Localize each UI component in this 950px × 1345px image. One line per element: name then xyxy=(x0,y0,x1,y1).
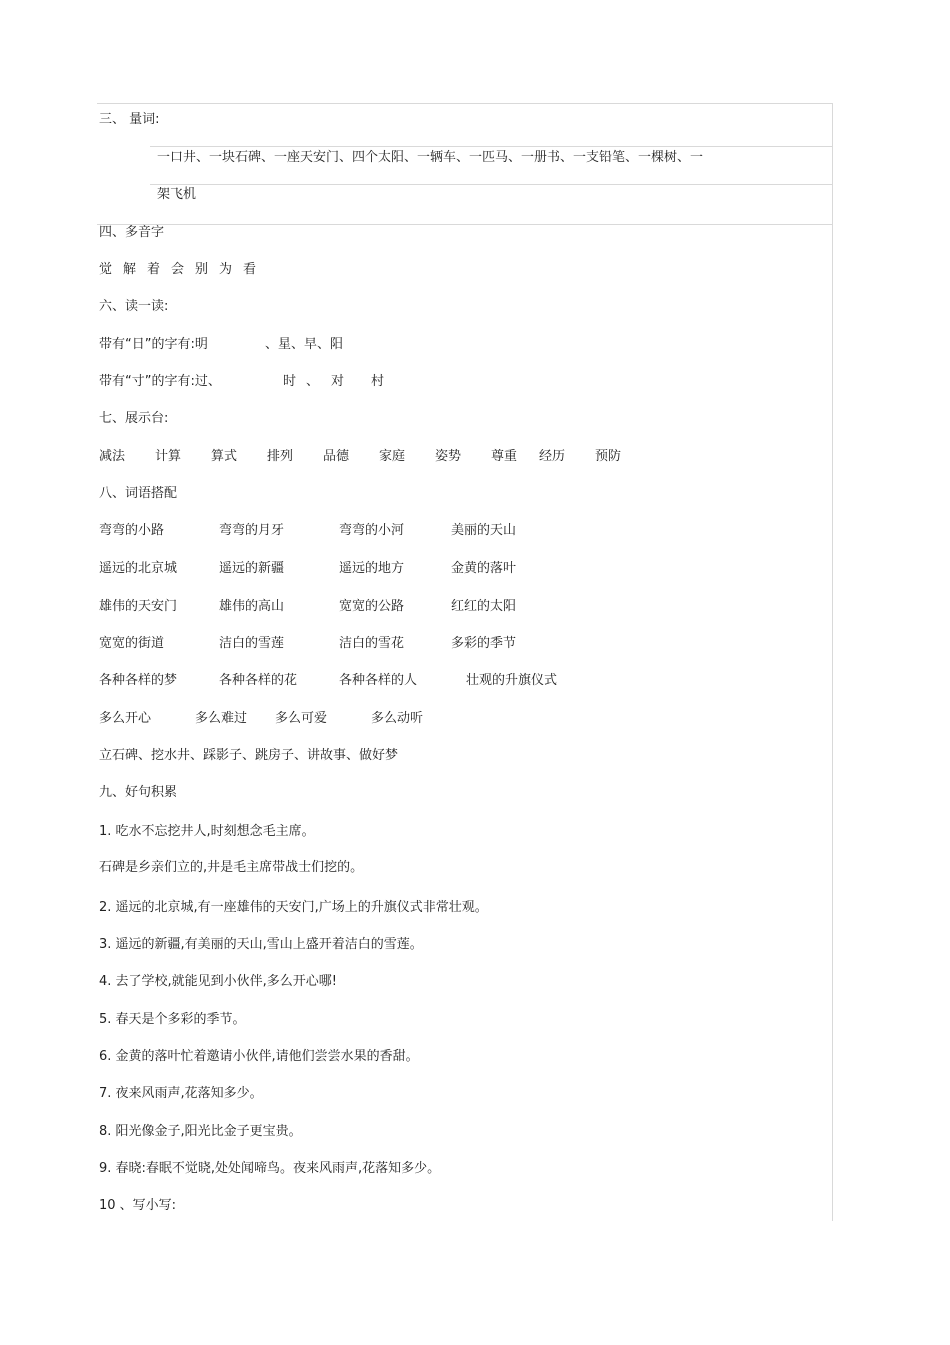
word-pair: 多彩的季节 xyxy=(451,636,517,651)
section-10-heading: 10 、写小写: xyxy=(99,1198,177,1213)
polyphone-char: 解 xyxy=(123,262,137,277)
sentence: 6. 金黄的落叶忙着邀请小伙伴,请他们尝尝水果的香甜。 xyxy=(99,1049,419,1064)
read-line-cun-part: 、 xyxy=(306,374,320,389)
sentence: 5. 春天是个多彩的季节。 xyxy=(99,1012,246,1027)
table-rule-mid1 xyxy=(150,146,833,147)
word-pair: 美丽的天山 xyxy=(451,523,517,538)
section-9-heading: 九、好句积累 xyxy=(99,785,178,800)
table-rule-mid2 xyxy=(150,184,833,185)
section-6-heading: 六、读一读: xyxy=(99,299,169,314)
word-pair: 各种各样的梦 xyxy=(99,673,178,688)
polyphone-char: 会 xyxy=(171,262,185,277)
word-pair: 遥远的新疆 xyxy=(219,561,285,576)
word-pair-row xyxy=(99,711,459,727)
polyphone-char: 觉 xyxy=(99,262,113,277)
word-pair: 红红的太阳 xyxy=(451,599,517,614)
showcase-words xyxy=(99,449,659,465)
word-pair-row xyxy=(99,599,599,615)
word-pair: 壮观的升旗仪式 xyxy=(466,673,558,688)
showcase-word: 计算 xyxy=(155,449,182,464)
sentence: 9. 春晓:春眠不觉晓,处处闻啼鸟。夜来风雨声,花落知多少。 xyxy=(99,1161,441,1176)
sentence: 2. 遥远的北京城,有一座雄伟的天安门,广场上的升旗仪式非常壮观。 xyxy=(99,900,488,915)
sentence: 8. 阳光像金子,阳光比金子更宝贵。 xyxy=(99,1124,302,1139)
word-pair: 金黄的落叶 xyxy=(451,561,517,576)
polyphone-char: 看 xyxy=(243,262,257,277)
word-pair: 遥远的地方 xyxy=(339,561,405,576)
showcase-word: 姿势 xyxy=(435,449,462,464)
word-pair: 各种各样的花 xyxy=(219,673,298,688)
word-pair: 多么开心 xyxy=(99,711,152,726)
read-line-cun-part: 对 xyxy=(331,374,345,389)
word-pair-row xyxy=(99,523,599,539)
showcase-word: 预防 xyxy=(595,449,622,464)
polyphone-char: 着 xyxy=(147,262,161,277)
table-rule-right xyxy=(832,103,833,1221)
sentence: 石碑是乡亲们立的,井是毛主席带战士们挖的。 xyxy=(99,860,364,875)
showcase-word: 家庭 xyxy=(379,449,406,464)
read-line-cun-part: 时 xyxy=(283,374,297,389)
polyphone-chars xyxy=(99,262,299,278)
polyphone-char: 为 xyxy=(219,262,233,277)
word-pair: 弯弯的月牙 xyxy=(219,523,285,538)
word-pair: 洁白的雪莲 xyxy=(219,636,285,651)
sentence: 4. 去了学校,就能见到小伙伴,多么开心哪! xyxy=(99,974,338,989)
read-line-cun xyxy=(99,374,419,390)
read-line-cun-part: 村 xyxy=(371,374,385,389)
word-pair: 宽宽的街道 xyxy=(99,636,165,651)
section-4-heading: 四、多音字 xyxy=(99,225,165,240)
showcase-word: 尊重 xyxy=(491,449,518,464)
polyphone-char: 别 xyxy=(195,262,209,277)
word-pair: 弯弯的小河 xyxy=(339,523,405,538)
word-pair: 多么动听 xyxy=(371,711,424,726)
word-pair: 洁白的雪花 xyxy=(339,636,405,651)
word-pair: 多么难过 xyxy=(195,711,248,726)
word-pair: 宽宽的公路 xyxy=(339,599,405,614)
word-pair: 多么可爱 xyxy=(275,711,328,726)
word-pair: 雄伟的天安门 xyxy=(99,599,178,614)
section-3-heading: 三、 量词: xyxy=(99,112,160,127)
read-line-ri-part: 带有“日”的字有:明 xyxy=(99,337,208,352)
sentence: 3. 遥远的新疆,有美丽的天山,雪山上盛开着洁白的雪莲。 xyxy=(99,937,423,952)
measure-words-line-1: 一口井、一块石碑、一座天安门、四个太阳、一辆车、一匹马、一册书、一支铅笔、一棵树、一 xyxy=(157,150,704,165)
read-line-ri xyxy=(99,337,399,353)
word-pair: 各种各样的人 xyxy=(339,673,418,688)
word-pair: 遥远的北京城 xyxy=(99,561,178,576)
read-line-cun-part: 带有“寸”的字有:过、 xyxy=(99,374,221,389)
showcase-word: 经历 xyxy=(539,449,566,464)
showcase-word: 品德 xyxy=(323,449,350,464)
sentence: 7. 夜来风雨声,花落知多少。 xyxy=(99,1086,263,1101)
word-pair: 雄伟的高山 xyxy=(219,599,285,614)
word-pair: 弯弯的小路 xyxy=(99,523,165,538)
showcase-word: 减法 xyxy=(99,449,126,464)
section-8-heading: 八、词语搭配 xyxy=(99,486,178,501)
table-rule-mid3 xyxy=(97,224,833,225)
sentence: 1. 吃水不忘挖井人,时刻想念毛主席。 xyxy=(99,824,315,839)
section-7-heading: 七、展示台: xyxy=(99,411,169,426)
measure-words-line-2: 架飞机 xyxy=(157,187,197,202)
word-pair-row xyxy=(99,561,599,577)
showcase-word: 排列 xyxy=(267,449,294,464)
showcase-word: 算式 xyxy=(211,449,238,464)
word-pair-row xyxy=(99,636,599,652)
read-line-ri-part: 、星、早、阳 xyxy=(265,337,344,352)
word-pair-row xyxy=(99,673,599,689)
table-rule-top xyxy=(97,103,833,104)
verb-phrase-line: 立石碑、挖水井、踩影子、跳房子、讲故事、做好梦 xyxy=(99,748,399,763)
